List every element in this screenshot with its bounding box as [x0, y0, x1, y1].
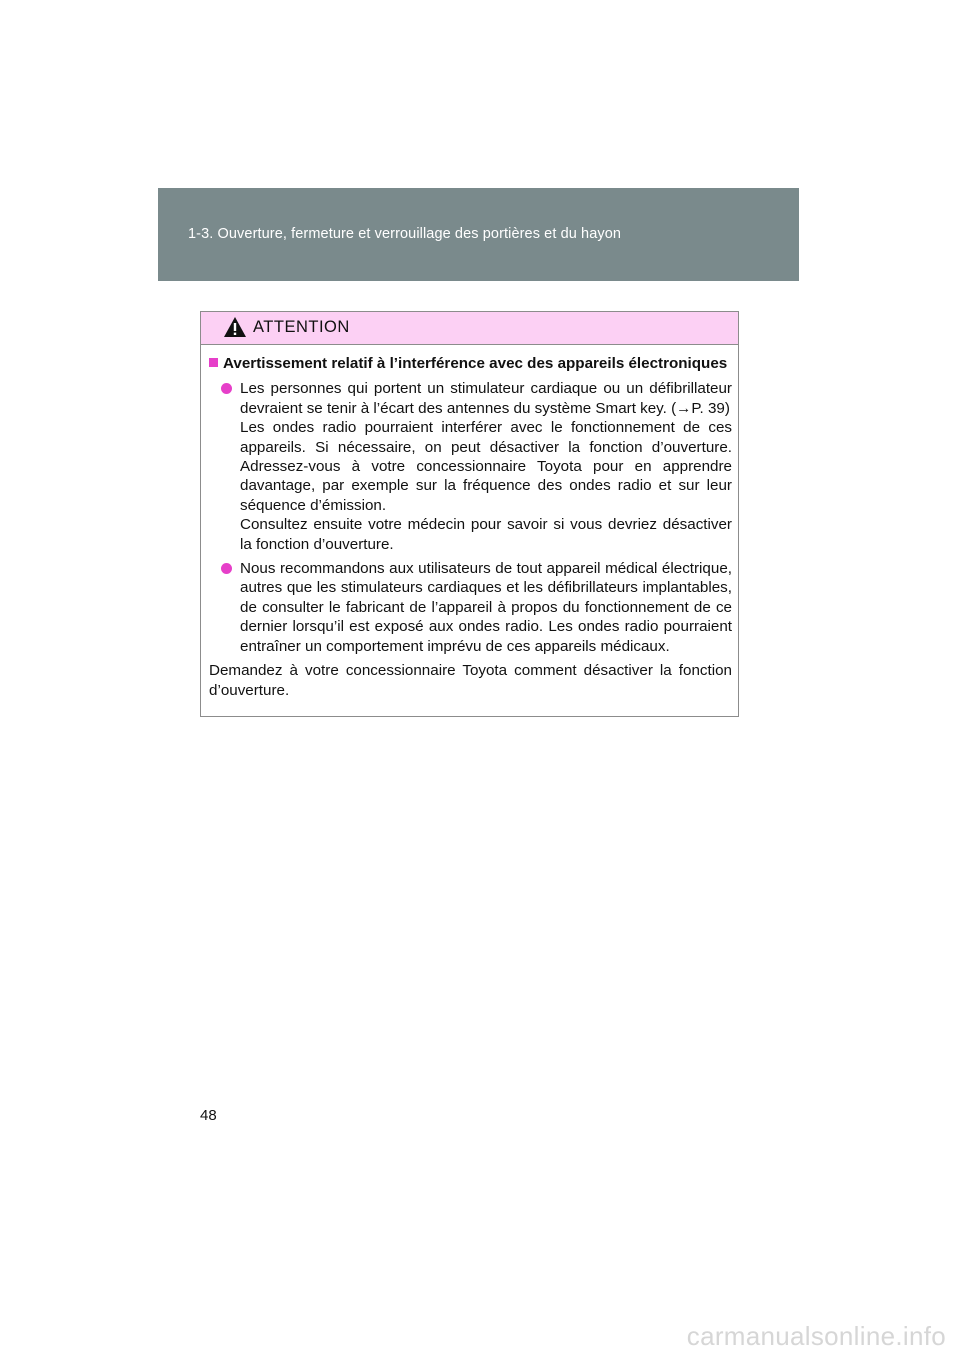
watermark: carmanualsonline.info [686, 1321, 946, 1351]
warning-section-heading [209, 354, 732, 373]
warning-section-heading-text: Avertissement relatif à l’interférence avec des appareils électroniques [223, 355, 728, 372]
round-bullet-icon [221, 563, 232, 574]
section-title: 1-3. Ouverture, fermeture et verrouillage des portières et du hayon [188, 226, 622, 242]
warning-header [201, 312, 738, 345]
round-bullet-icon [221, 383, 232, 394]
list-item [217, 559, 732, 656]
list-item [217, 379, 732, 554]
list-item-paragraph: Les personnes qui portent un stimulateur cardiaque ou un défibrillateur devraient se tenir à l’écart des antennes du système Smart key. (→P. 39) [240, 380, 732, 417]
warning-triangle-icon [223, 316, 247, 338]
section-header-band [158, 188, 799, 281]
warning-body [201, 345, 738, 700]
warning-title: ATTENTION [253, 318, 350, 336]
warning-box [200, 311, 739, 717]
square-bullet-icon [209, 358, 218, 367]
list-item-paragraph: Nous recommandons aux utilisateurs de tout appareil médical électrique, autres que les stimulateurs cardiaques et les défibrillateurs implantables, de consulter le fabricant de l’appareil à propos du fonctionnement de ce dernier lorsqu’il est exposé aux ondes radio. Les ondes radio pourraient entraîner un comportement imprévu de ces appareils médicaux. [240, 560, 732, 655]
closing-paragraph: Demandez à votre concessionnaire Toyota comment désactiver la fonction d’ouverture. [209, 662, 732, 699]
page-number: 48 [200, 1107, 217, 1124]
list-item-paragraph: Les ondes radio pourraient interférer avec le fonctionnement de ces appareils. Si nécessaire, on peut désactiver la fonction d’ouverture. Adressez-vous à votre concessionnaire Toyota pour en apprendre davantage, par exemple sur la fréquence des ondes radio et sur leur séquence d’émission. [240, 419, 732, 514]
list-item-paragraph: Consultez ensuite votre médecin pour savoir si vous devriez désactiver la fonction d’ouverture. [240, 516, 732, 553]
